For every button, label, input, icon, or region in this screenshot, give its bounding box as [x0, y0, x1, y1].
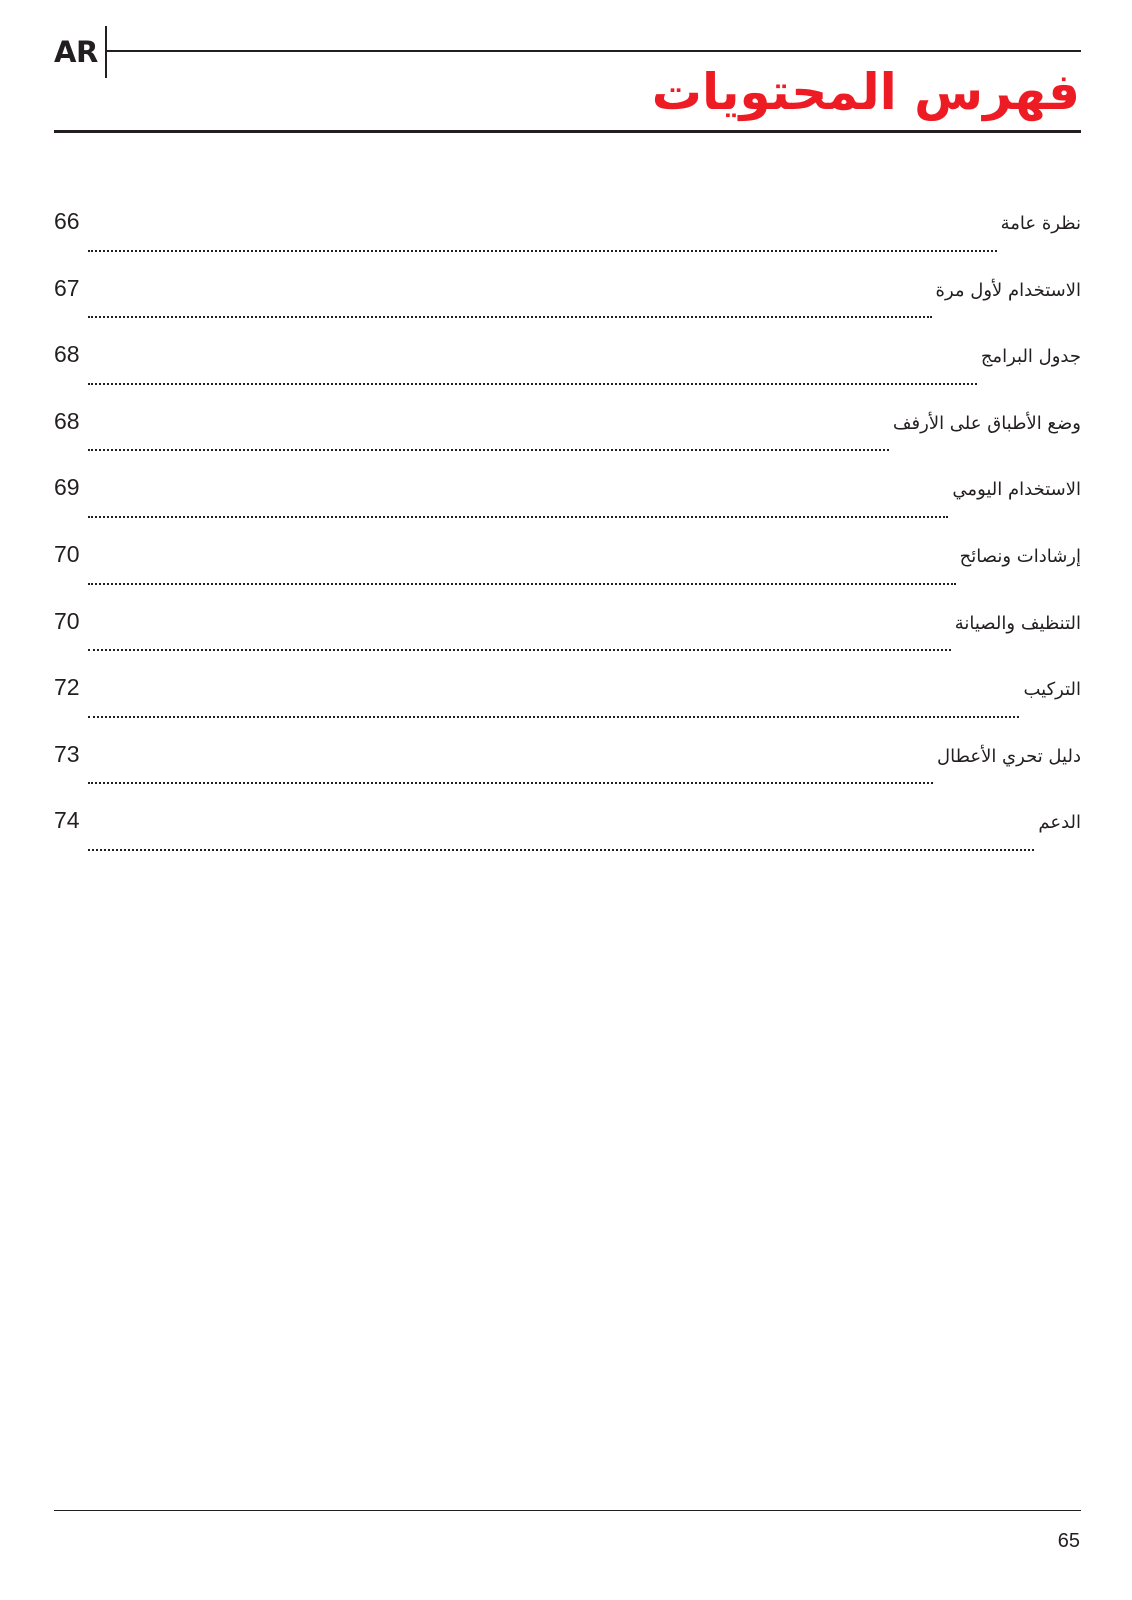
header-rule — [106, 50, 1081, 52]
toc-page-number: 68 — [54, 341, 80, 368]
toc-entry[interactable] — [54, 739, 1081, 806]
toc-entry-label: جدول البرامج — [980, 346, 1081, 368]
toc-dot-leader — [88, 716, 1020, 718]
table-of-contents — [54, 206, 1081, 872]
toc-page-number: 74 — [54, 807, 80, 834]
toc-dot-leader — [88, 583, 956, 585]
toc-entry-label: الاستخدام لأول مرة — [935, 279, 1081, 301]
page-number: 65 — [1057, 1530, 1080, 1552]
toc-entry[interactable] — [54, 606, 1081, 673]
toc-entry[interactable] — [54, 539, 1081, 606]
toc-entry[interactable] — [54, 672, 1081, 739]
toc-entry-label: دليل تحري الأعطال — [937, 745, 1081, 767]
toc-dot-leader — [88, 449, 889, 451]
toc-entry-label: الدعم — [1038, 812, 1081, 834]
language-code: AR — [54, 35, 98, 69]
toc-entry[interactable] — [54, 406, 1081, 473]
toc-dot-leader — [88, 649, 951, 651]
toc-dot-leader — [88, 383, 977, 385]
toc-page-number: 70 — [54, 607, 80, 634]
toc-entry-label: نظرة عامة — [1000, 213, 1081, 234]
toc-dot-leader — [88, 516, 949, 518]
toc-entry[interactable] — [54, 472, 1081, 539]
toc-dot-leader — [88, 849, 1035, 851]
toc-entry[interactable] — [54, 273, 1081, 340]
toc-dot-leader — [88, 250, 997, 252]
toc-entry-label: التركيب — [1023, 679, 1081, 701]
toc-page-number: 66 — [54, 208, 80, 234]
title-underline — [54, 130, 1081, 133]
toc-entry-label: إرشادات ونصائح — [959, 545, 1081, 567]
toc-page-number: 69 — [54, 474, 80, 501]
toc-dot-leader — [88, 782, 933, 784]
toc-dot-leader — [88, 316, 932, 318]
toc-entry[interactable] — [54, 339, 1081, 406]
page-title: فهرس المحتويات — [651, 63, 1080, 121]
toc-entry[interactable] — [54, 805, 1081, 872]
toc-page-number: 70 — [54, 540, 80, 567]
toc-entry-label: التنظيف والصيانة — [954, 612, 1081, 634]
toc-entry[interactable] — [54, 206, 1081, 273]
toc-page-number: 67 — [54, 274, 80, 301]
toc-entry-label: الاستخدام اليومي — [952, 479, 1081, 501]
toc-page-number: 72 — [54, 674, 80, 701]
header-divider-vertical — [105, 26, 107, 78]
toc-page-number: 73 — [54, 740, 80, 767]
toc-entry-label: وضع الأطباق على الأرفف — [892, 412, 1081, 434]
footer-rule — [54, 1510, 1081, 1511]
toc-page-number: 68 — [54, 407, 80, 434]
